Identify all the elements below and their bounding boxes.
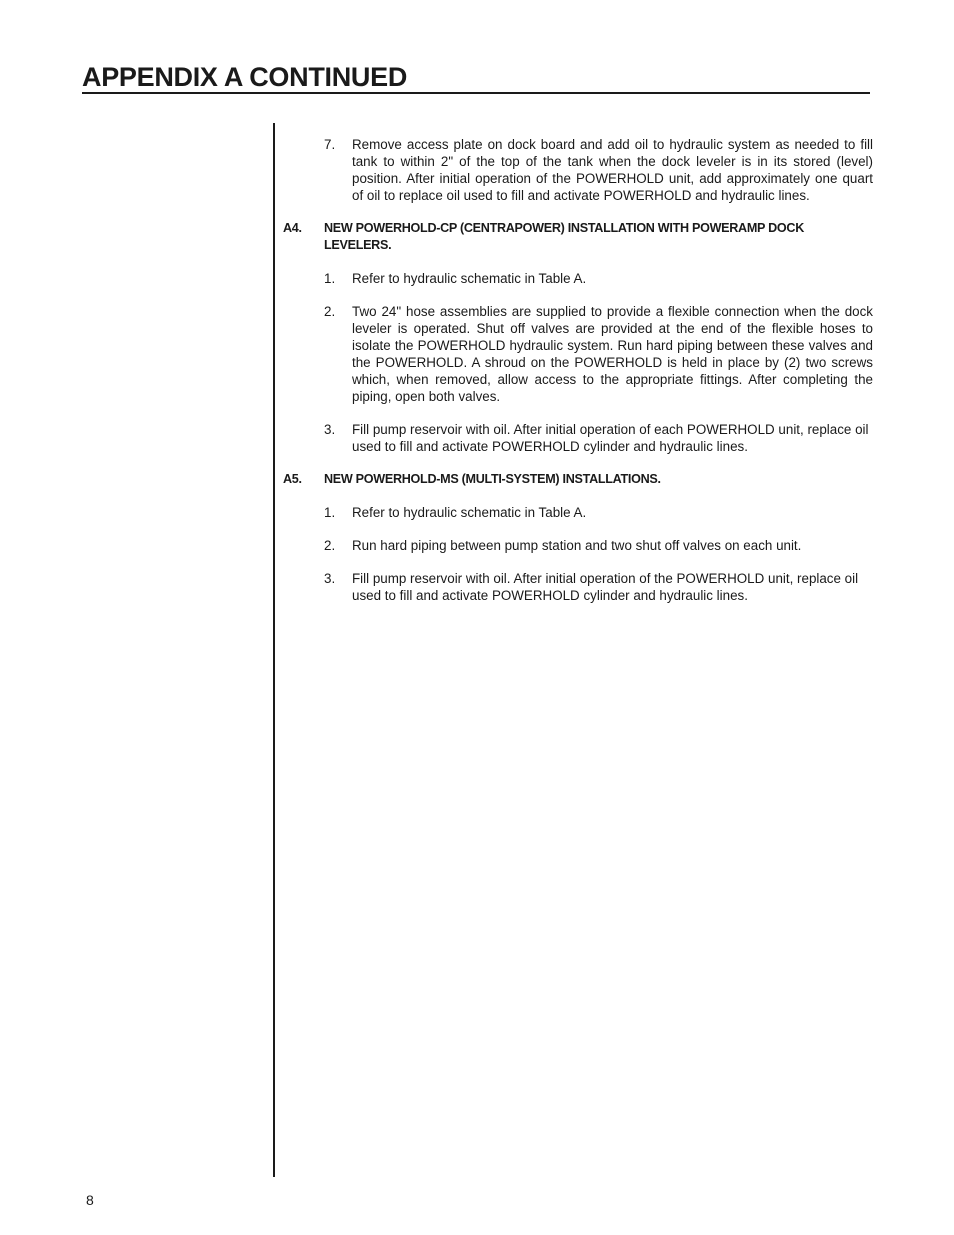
item-number: 7. bbox=[324, 137, 336, 152]
page-title: APPENDIX A CONTINUED bbox=[82, 62, 408, 92]
item-text: Fill pump reservoir with oil. After initial operation of each POWERHOLD unit, replace oil used to fill and activate POWERHOLD cylinder and hydraulic lines. bbox=[352, 422, 869, 454]
margin-rule bbox=[273, 123, 275, 1177]
section-title: NEW POWERHOLD-MS (MULTI-SYSTEM) INSTALLATIONS. bbox=[324, 472, 661, 486]
section-heading-a5 bbox=[283, 471, 873, 488]
item-number: 2. bbox=[324, 538, 336, 553]
title-rule bbox=[82, 92, 870, 94]
section-id: A4. bbox=[283, 221, 302, 235]
item-number: 3. bbox=[324, 571, 336, 586]
item-text: Remove access plate on dock board and add oil to hydraulic system as needed to fill tank to within 2" of the top of the tank when the dock leveler is in its stored (level) position. After initial operation of the POWERHOLD unit, add approximately one quart of oil to replace oil used to fill and activate POWERHOLD and hydraulic lines. bbox=[352, 137, 873, 203]
item-number: 1. bbox=[324, 271, 336, 286]
list-item bbox=[283, 570, 873, 604]
list-item bbox=[283, 504, 873, 521]
list-item bbox=[283, 421, 873, 455]
list-item bbox=[283, 303, 873, 405]
item-number: 1. bbox=[324, 505, 336, 520]
list-item bbox=[283, 537, 873, 554]
item-text: Run hard piping between pump station and two shut off valves on each unit. bbox=[352, 538, 802, 553]
section-heading-a4 bbox=[283, 220, 873, 254]
item-number: 3. bbox=[324, 422, 336, 437]
section-title: NEW POWERHOLD-CP (CENTRAPOWER) INSTALLATION WITH POWERAMP DOCK LEVELERS. bbox=[324, 221, 804, 252]
list-item bbox=[283, 270, 873, 287]
content-body bbox=[283, 136, 873, 604]
item-text: Fill pump reservoir with oil. After initial operation of the POWERHOLD unit, replace oil used to fill and activate POWERHOLD cylinder and hydraulic lines. bbox=[352, 571, 859, 603]
item-text: Refer to hydraulic schematic in Table A. bbox=[352, 505, 587, 520]
item-number: 2. bbox=[324, 304, 336, 319]
section-id: A5. bbox=[283, 472, 302, 486]
item-text: Refer to hydraulic schematic in Table A. bbox=[352, 271, 587, 286]
list-item bbox=[283, 136, 873, 204]
item-text: Two 24" hose assemblies are supplied to provide a flexible connection when the dock leveler is operated. Shut off valves are provided at the end of the flexible hoses to isolate the POWERHOLD hydraulic system. Run hard piping between these valves and the POWERHOLD. A shroud on the POWERHOLD is held in place by (2) two screws which, when removed, allow access to the appropriate fittings. After completing the piping, open both valves. bbox=[352, 304, 873, 404]
page-number: 8 bbox=[86, 1192, 94, 1208]
